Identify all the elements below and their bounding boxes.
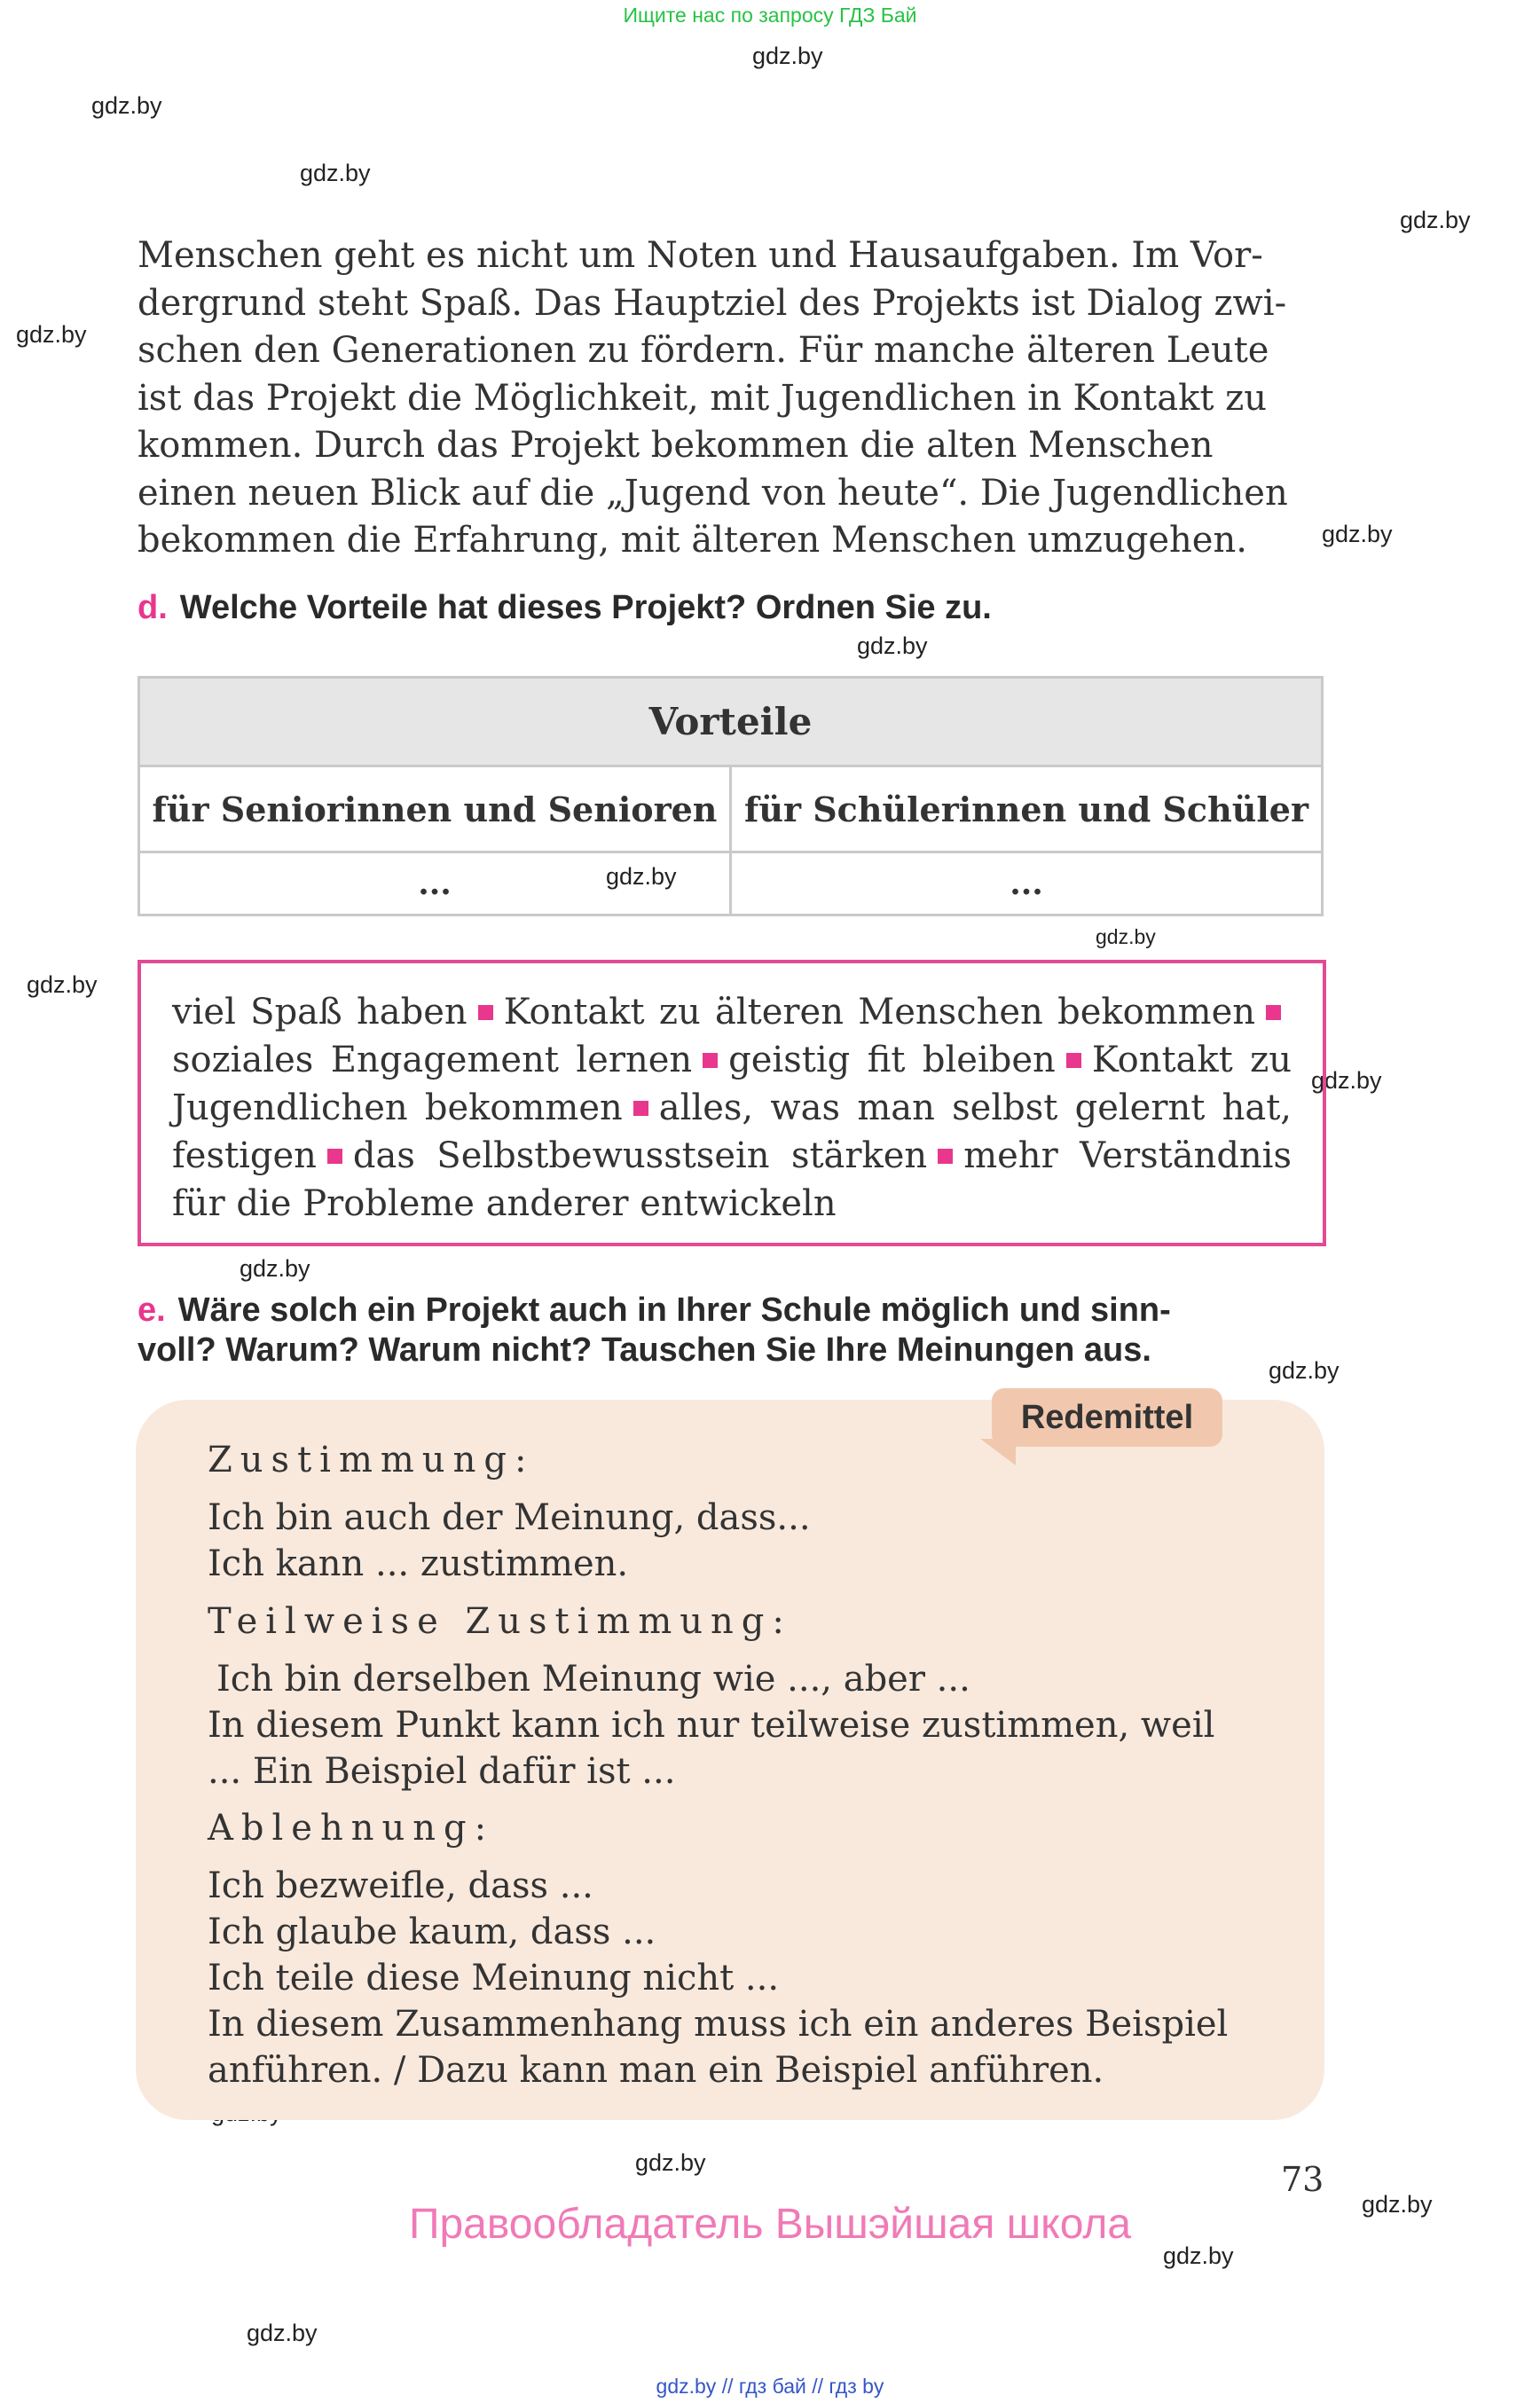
- redemittel-tag: Redemittel: [992, 1388, 1222, 1447]
- paragraph-line: ist das Projekt die Möglichkeit, mit Jugendlichen in Kontakt zu: [138, 377, 1267, 419]
- phrase-line: Ich bin derselben Meinung wie ..., aber ...: [216, 1659, 970, 1700]
- watermark: gdz.by: [240, 1255, 310, 1282]
- word-item: viel Spaß haben: [172, 992, 468, 1033]
- rights-holder-text: Правообладатель Вышэйшая школа: [408, 2201, 1132, 2248]
- section-heading-zustimmung: Zustimmung:: [208, 1440, 535, 1480]
- table-cell-senioren[interactable]: ...: [139, 852, 731, 915]
- watermark: gdz.by: [27, 971, 98, 998]
- watermark: gdz.by: [16, 321, 87, 348]
- phrase-line: anführen. / Dazu kann man ein Beispiel anführen.: [208, 2050, 1104, 2091]
- paragraph-line: kommen. Durch das Projekt bekommen die alten Menschen: [138, 425, 1214, 466]
- word-item: geistig fit bleiben: [728, 1040, 1056, 1080]
- phrase-line: In diesem Zusammenhang muss ich ein anderes Beispiel: [208, 2004, 1229, 2045]
- task-letter: d.: [138, 589, 168, 626]
- column-header-schueler: für Schülerinnen und Schüler: [731, 766, 1323, 852]
- page-number: 73: [1281, 2160, 1324, 2199]
- word-list: [172, 988, 1292, 1228]
- phrase-line: Ich bezweifle, dass ...: [208, 1865, 593, 1906]
- watermark: gdz.by: [857, 632, 928, 659]
- watermark: gdz.by: [1322, 521, 1393, 547]
- word-item: mehr Verständnis für die Probleme anderer entwickeln: [172, 1135, 1292, 1224]
- table-header: Vorteile: [139, 678, 1323, 766]
- section-heading-ablehnung: Ablehnung:: [208, 1808, 495, 1849]
- watermark: gdz.by: [1362, 2191, 1433, 2218]
- phrase-line: ... Ein Beispiel dafür ist ...: [208, 1751, 676, 1792]
- phrase-line: Ich teile diese Meinung nicht ...: [208, 1958, 780, 1999]
- watermark: gdz.by: [1269, 1357, 1340, 1384]
- task-text: voll? Warum? Warum nicht? Tauschen Sie Ihre Meinungen aus.: [138, 1331, 1151, 1369]
- task-d-heading: [138, 589, 992, 627]
- word-box: [138, 960, 1326, 1246]
- paragraph-line: einen neuen Blick auf die „Jugend von heute“. Die Jugendlichen: [138, 472, 1288, 514]
- section-heading-teilweise: Teilweise Zustimmung:: [208, 1601, 792, 1642]
- bullet-square-icon: [633, 1101, 648, 1116]
- watermark: gdz.by: [1311, 1067, 1382, 1094]
- watermark: gdz.by: [635, 2149, 706, 2176]
- word-item: alles, was man selbst gelernt hat, festigen: [172, 1088, 1292, 1176]
- word-item: soziales Engagement lernen: [172, 1040, 693, 1080]
- bullet-square-icon: [703, 1053, 718, 1068]
- paragraph-line: dergrund steht Spaß. Das Hauptziel des Projekts ist Dialog zwi-: [138, 282, 1287, 324]
- table-cell-schueler[interactable]: ...: [731, 852, 1323, 915]
- vorteile-table: [138, 676, 1324, 916]
- paragraph-line: schen den Generationen zu fördern. Für manche älteren Leute: [138, 330, 1269, 371]
- footer-links[interactable]: gdz.by // гдз бай // гдз by: [656, 2375, 884, 2398]
- task-text: Welche Vorteile hat dieses Projekt? Ordnen Sie zu.: [179, 589, 992, 626]
- task-text: Wäre solch ein Projekt auch in Ihrer Schule möglich und sinn-: [177, 1292, 1171, 1329]
- paragraph-line: Menschen geht es nicht um Noten und Hausaufgaben. Im Vor-: [138, 235, 1263, 276]
- watermark: gdz.by: [1096, 925, 1156, 948]
- phrase-line: Ich glaube kaum, dass ...: [208, 1912, 656, 1952]
- word-item: Kontakt zu älteren Menschen bekommen: [503, 992, 1255, 1033]
- phrase-line: In diesem Punkt kann ich nur teilweise zustimmen, weil: [208, 1705, 1215, 1746]
- bullet-square-icon: [478, 1005, 493, 1020]
- task-letter: e.: [138, 1292, 166, 1329]
- word-item: Kontakt zu Jugendlichen bekommen: [172, 1040, 1292, 1128]
- watermark: gdz.by: [300, 160, 371, 186]
- bullet-square-icon: [938, 1149, 953, 1164]
- top-banner[interactable]: Ищите нас по запросу ГДЗ Бай: [623, 4, 917, 27]
- bullet-square-icon: [1266, 1005, 1281, 1020]
- word-item: das Selbstbewusstsein stärken: [352, 1135, 928, 1176]
- watermark: gdz.by: [1163, 2242, 1234, 2269]
- watermark: gdz.by: [91, 92, 162, 119]
- watermark: gdz.by: [606, 863, 677, 890]
- watermark: gdz.by: [752, 43, 823, 69]
- task-e-heading: [138, 1291, 1326, 1370]
- bullet-square-icon: [327, 1149, 342, 1164]
- watermark: gdz.by: [247, 2320, 318, 2346]
- phrase-line: Ich bin auch der Meinung, dass...: [208, 1497, 811, 1538]
- watermark: gdz.by: [1400, 207, 1471, 233]
- bullet-square-icon: [1066, 1053, 1081, 1068]
- text-paragraph: [138, 232, 1322, 565]
- paragraph-line: bekommen die Erfahrung, mit älteren Menschen umzugehen.: [138, 520, 1247, 561]
- phrase-line: Ich kann ... zustimmen.: [208, 1543, 629, 1584]
- column-header-senioren: für Seniorinnen und Senioren: [139, 766, 731, 852]
